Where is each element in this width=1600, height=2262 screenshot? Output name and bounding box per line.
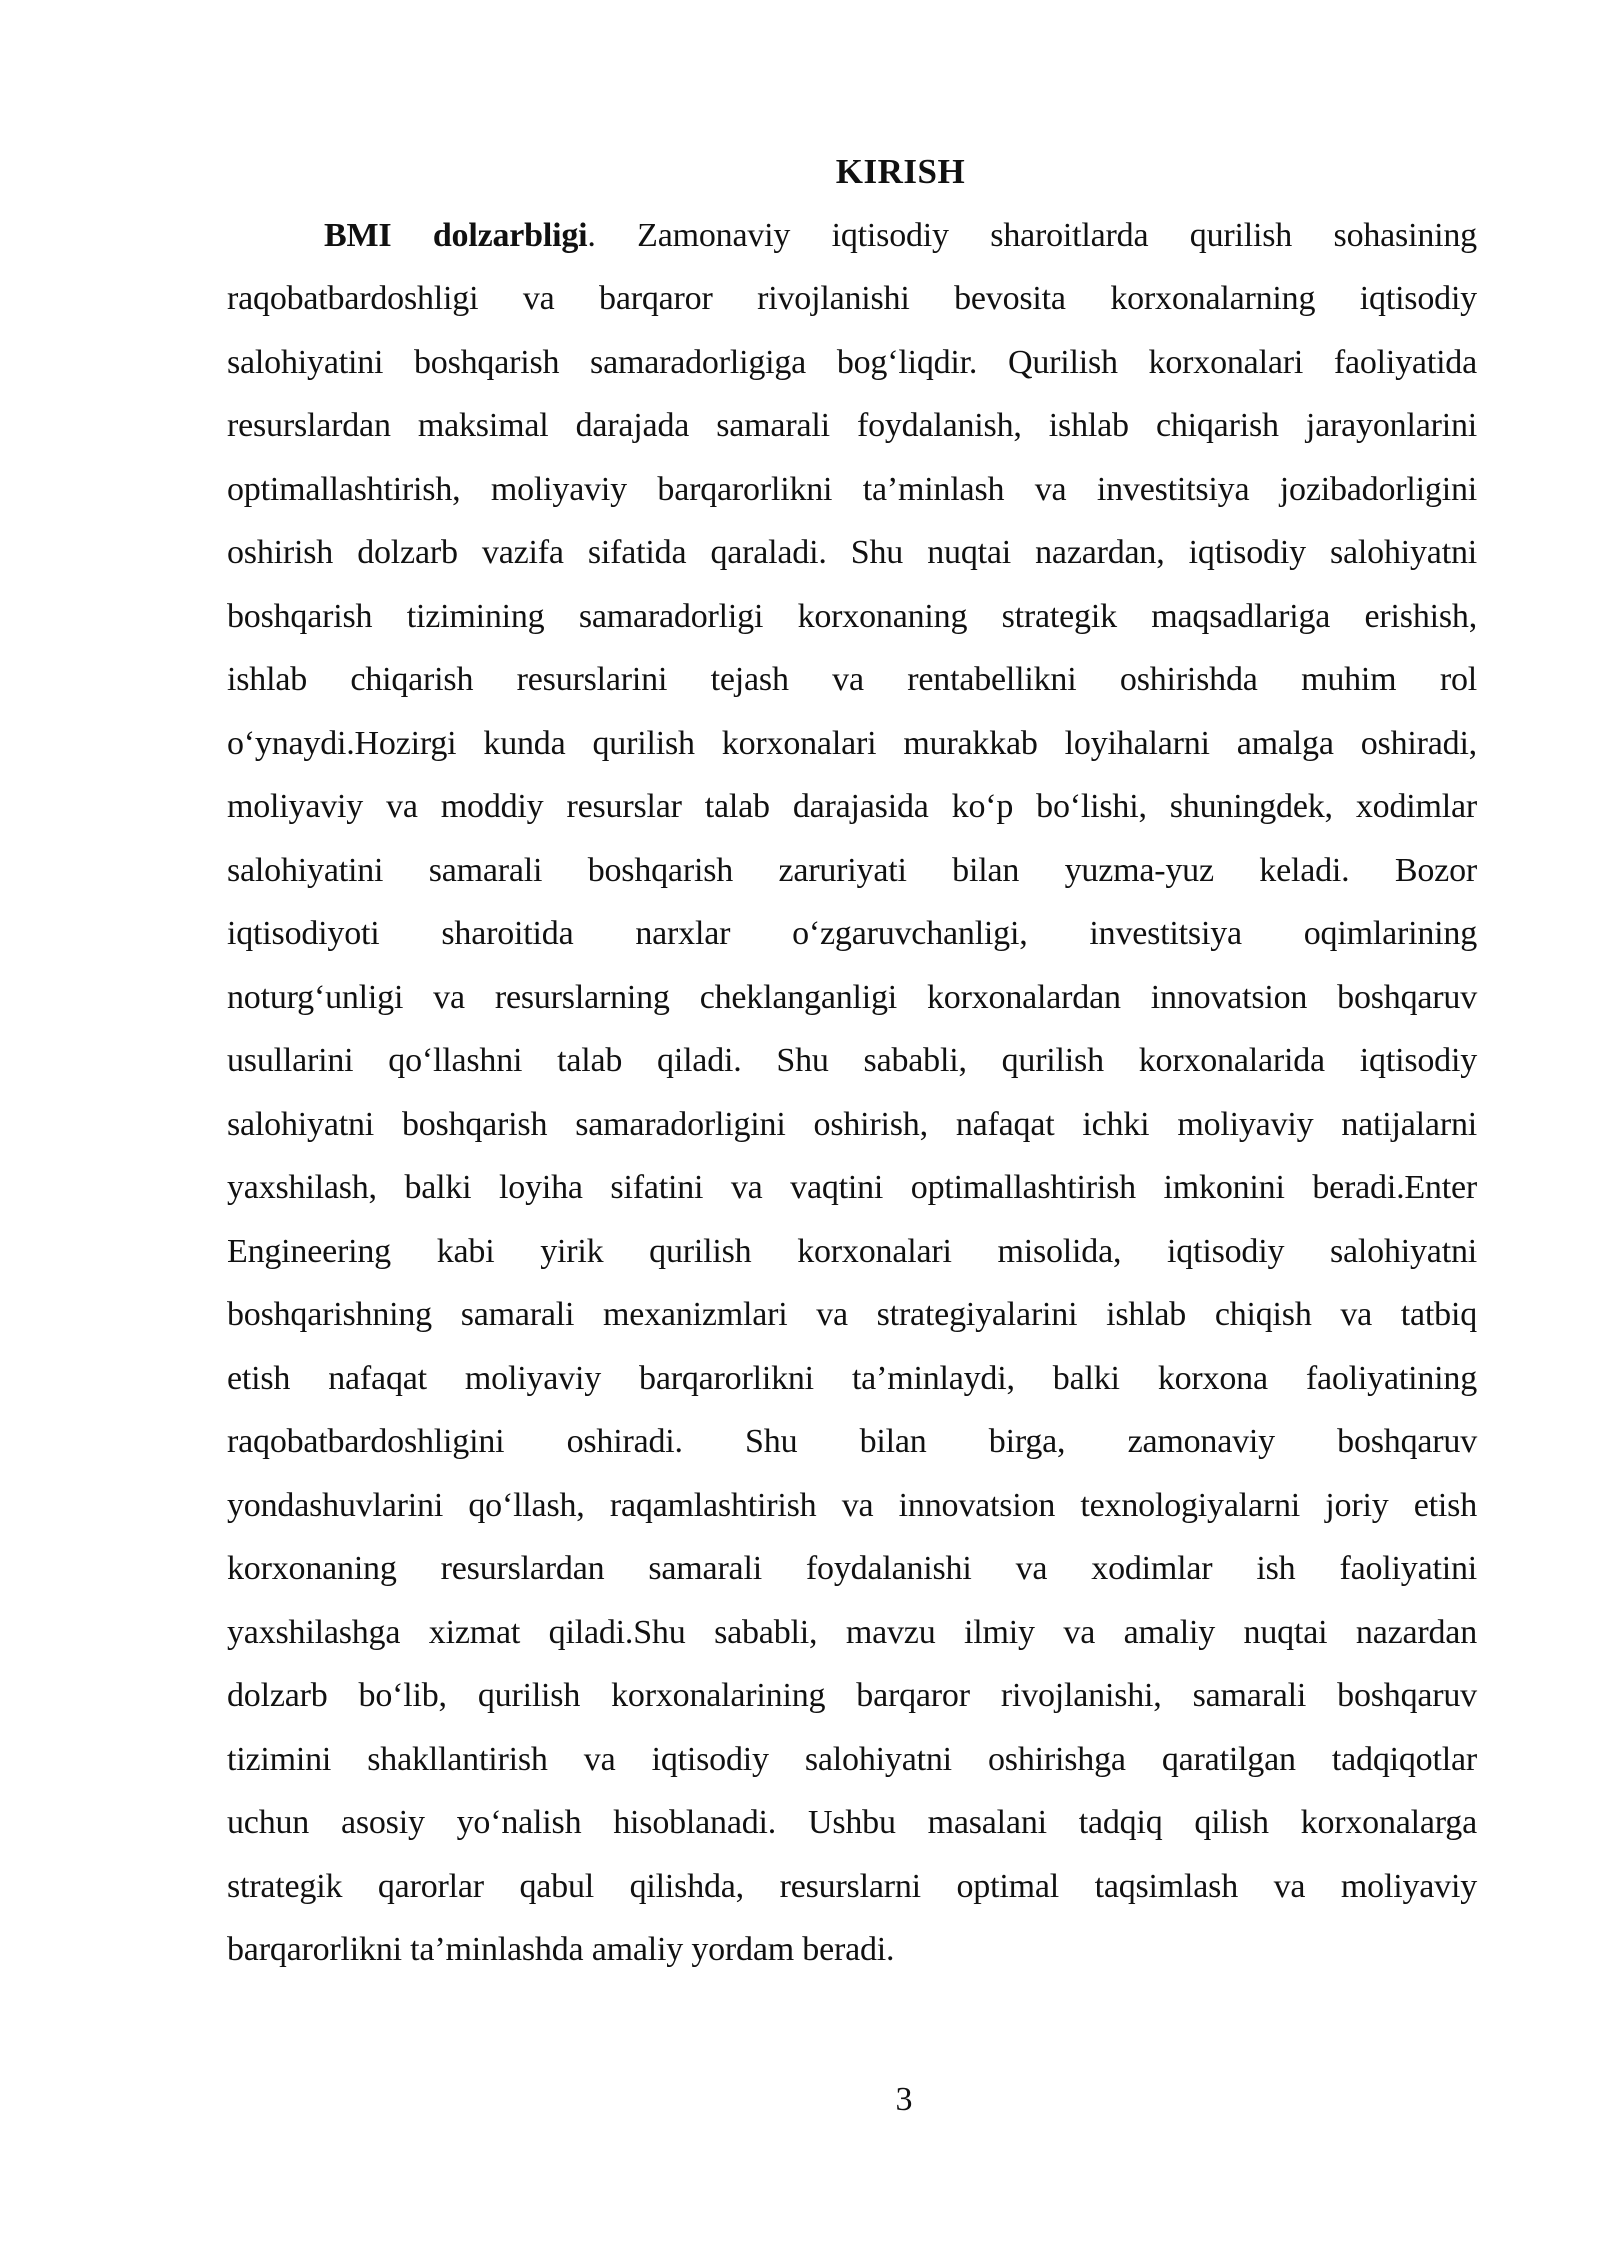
- paragraph-line: uchun asosiy yoʻnalish hisoblanadi. Ushbu masalani tadqiq qilish korxonalarga: [227, 1804, 1477, 1841]
- paragraph-line: yaxshilash, balki loyiha sifatini va vaqtini optimallashtirish imkonini beradi.Enter: [227, 1169, 1477, 1206]
- paragraph-line: raqobatbardoshligini oshiradi. Shu bilan birga, zamonaviy boshqaruv: [227, 1423, 1477, 1460]
- page-number: 3: [895, 2081, 913, 2118]
- paragraph-line: resurslardan maksimal darajada samarali foydalanish, ishlab chiqarish jarayonlarini: [227, 407, 1477, 444]
- paragraph-lead-rest: . Zamonaviy iqtisodiy sharoitlarda qurilish sohasining: [587, 216, 1477, 254]
- paragraph-lead-bold: BMI dolzarbligi: [324, 216, 588, 254]
- paragraph-line: usullarini qoʻllashni talab qiladi. Shu sababli, qurilish korxonalarida iqtisodiy: [227, 1042, 1477, 1079]
- paragraph-lines: [227, 267, 1477, 1982]
- paragraph-line: boshqarishning samarali mexanizmlari va strategiyalarini ishlab chiqish va tatbiq: [227, 1296, 1477, 1333]
- paragraph-line: boshqarish tizimining samaradorligi korxonaning strategik maqsadlariga erishish,: [227, 597, 1477, 635]
- paragraph-line: yaxshilashga xizmat qiladi.Shu sababli, mavzu ilmiy va amaliy nuqtai nazardan: [227, 1613, 1477, 1651]
- paragraph-line: barqarorlikni ta’minlashda amaliy yordam beradi.: [227, 1931, 895, 1968]
- paragraph-line: strategik qarorlar qabul qilishda, resurslarni optimal taqsimlash va moliyaviy: [227, 1867, 1477, 1905]
- paragraph-line: raqobatbardoshligi va barqaror rivojlanishi bevosita korxonalarning iqtisodiy: [227, 280, 1477, 317]
- paragraph-line: noturgʻunligi va resurslarning cheklanganligi korxonalardan innovatsion boshqaruv: [227, 978, 1477, 1016]
- paragraph-line: tizimini shakllantirish va iqtisodiy salohiyatni oshirishga qaratilgan tadqiqotlar: [227, 1740, 1477, 1778]
- page-title: KIRISH: [835, 152, 966, 191]
- paragraph-line: iqtisodiyoti sharoitida narxlar oʻzgaruvchanligi, investitsiya oqimlarining: [227, 915, 1477, 952]
- paragraph-line: ishlab chiqarish resurslarini tejash va rentabellikni oshirishda muhim rol: [227, 661, 1477, 698]
- paragraph-line: salohiyatni boshqarish samaradorligini oshirish, nafaqat ichki moliyaviy natijalarni: [227, 1105, 1477, 1143]
- paragraph-line: dolzarb boʻlib, qurilish korxonalarining barqaror rivojlanishi, samarali boshqaruv: [227, 1677, 1477, 1714]
- paragraph-line: yondashuvlarini qoʻllash, raqamlashtirish va innovatsion texnologiyalarni joriy etish: [227, 1486, 1477, 1524]
- paragraph-line: salohiyatini boshqarish samaradorligiga bogʻliqdir. Qurilish korxonalari faoliyatida: [227, 343, 1477, 381]
- paragraph-line: Engineering kabi yirik qurilish korxonalari misolida, iqtisodiy salohiyatni: [227, 1232, 1477, 1270]
- paragraph-first-line: [227, 204, 1477, 268]
- paragraph-line: salohiyatini samarali boshqarish zaruriyati bilan yuzma-yuz keladi. Bozor: [227, 851, 1477, 889]
- paragraph-line: moliyaviy va moddiy resurslar talab darajasida koʻp boʻlishi, shuningdek, xodimlar: [227, 788, 1477, 825]
- paragraph-line: oʻynaydi.Hozirgi kunda qurilish korxonalari murakkab loyihalarni amalga oshiradi,: [227, 724, 1477, 762]
- paragraph-line: korxonaning resurslardan samarali foydalanishi va xodimlar ish faoliyatini: [227, 1550, 1477, 1587]
- document-content: [227, 140, 1477, 1982]
- paragraph-line: oshirish dolzarb vazifa sifatida qaraladi. Shu nuqtai nazardan, iqtisodiy salohiyatni: [227, 534, 1477, 571]
- paragraph-line: optimallashtirish, moliyaviy barqarorlikni ta’minlash va investitsiya jozibadorligini: [227, 470, 1477, 508]
- paragraph-line: etish nafaqat moliyaviy barqarorlikni ta’minlaydi, balki korxona faoliyatining: [227, 1359, 1477, 1397]
